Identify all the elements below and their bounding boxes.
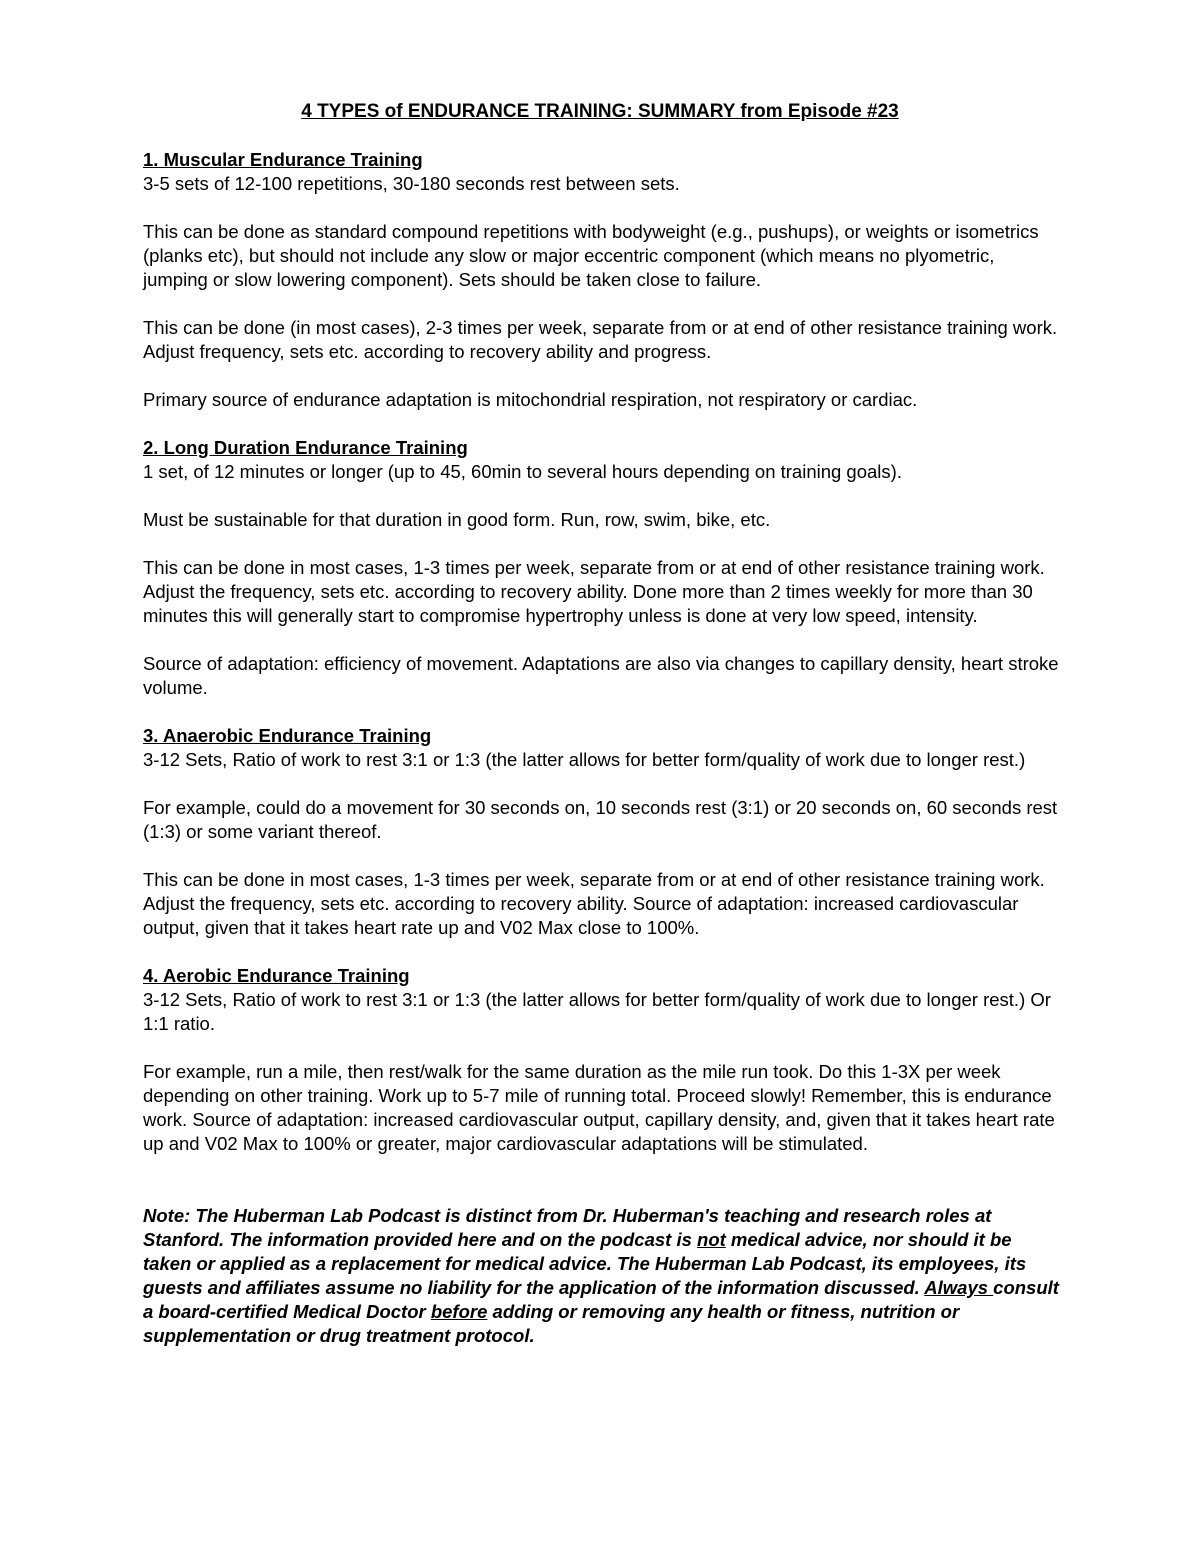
paragraph: Primary source of endurance adaptation is mitochondrial respiration, not respiratory or cardiac. xyxy=(143,389,918,410)
note-emphasis-not: not xyxy=(697,1229,726,1250)
paragraph: 3-12 Sets, Ratio of work to rest 3:1 or 1:3 (the latter allows for better form/quality of work due to longer rest.) Or 1:1 ratio. xyxy=(143,989,1051,1034)
section-aerobic-endurance xyxy=(143,964,1063,1156)
paragraph: 3-12 Sets, Ratio of work to rest 3:1 or 1:3 (the latter allows for better form/quality of work due to longer rest.) xyxy=(143,749,1026,770)
section-heading: 2. Long Duration Endurance Training xyxy=(143,437,468,458)
note-text: adding or removing any health or fitness, nutrition or supplementation or drug treatment protocol. xyxy=(143,1301,960,1346)
paragraph: Source of adaptation: efficiency of movement. Adaptations are also via changes to capillary density, heart stroke volume. xyxy=(143,653,1059,698)
note-emphasis-always: Always xyxy=(924,1277,994,1298)
note-text: Note: The Huberman Lab Podcast is distinct from Dr. Huberman's teaching and research roles at Stanford. The information provided here and on the podcast is xyxy=(143,1205,992,1250)
paragraph: This can be done (in most cases), 2-3 times per week, separate from or at end of other resistance training work. Adjust frequency, sets etc. according to recovery ability and progress. xyxy=(143,317,1058,362)
disclaimer-note xyxy=(143,1204,1063,1348)
paragraph: 3-5 sets of 12-100 repetitions, 30-180 seconds rest between sets. xyxy=(143,173,680,194)
section-heading: 4. Aerobic Endurance Training xyxy=(143,965,410,986)
paragraph: This can be done in most cases, 1-3 times per week, separate from or at end of other resistance training work. Adjust the frequency, sets etc. according to recovery ability. Done more than 2 times weekly for more than 30 minutes this will generally start to compromise hypertrophy unless is done at very low speed, intensity. xyxy=(143,557,1045,626)
paragraph: For example, run a mile, then rest/walk for the same duration as the mile run took. Do this 1-3X per week depending on other training. Work up to 5-7 mile of running total. Proceed slowly! Remember, this is endurance work. Source of adaptation: increased cardiovascular output, capillary density, and, given that it takes heart rate up and V02 Max to 100% or greater, major cardiovascular adaptations will be stimulated. xyxy=(143,1061,1055,1154)
paragraph: For example, could do a movement for 30 seconds on, 10 seconds rest (3:1) or 20 seconds on, 60 seconds rest (1:3) or some variant thereof. xyxy=(143,797,1058,842)
section-anaerobic-endurance xyxy=(143,724,1063,940)
paragraph: This can be done in most cases, 1-3 times per week, separate from or at end of other resistance training work. Adjust the frequency, sets etc. according to recovery ability. Source of adaptation: increased cardiovascular output, given that it takes heart rate up and V02 Max close to 100%. xyxy=(143,869,1045,938)
note-emphasis-before: before xyxy=(430,1301,488,1322)
section-heading: 1. Muscular Endurance Training xyxy=(143,149,423,170)
paragraph: Must be sustainable for that duration in good form. Run, row, swim, bike, etc. xyxy=(143,509,771,530)
paragraph: 1 set, of 12 minutes or longer (up to 45, 60min to several hours depending on training goals). xyxy=(143,461,902,482)
section-muscular-endurance xyxy=(143,148,1063,412)
paragraph: This can be done as standard compound repetitions with bodyweight (e.g., pushups), or weights or isometrics (planks etc), but should not include any slow or major eccentric component (which means no plyometric, jumping or slow lowering component). Sets should be taken close to failure. xyxy=(143,221,1039,290)
section-long-duration-endurance xyxy=(143,436,1063,700)
note-text: medical advice, nor should it be taken or applied as a replacement for medical advice. The Huberman Lab Podcast, its employees, its guests and affiliates assume no liability for the application of the information discussed. xyxy=(143,1229,1027,1298)
document-title: 4 TYPES of ENDURANCE TRAINING: SUMMARY from Episode #23 xyxy=(301,101,899,122)
document-body xyxy=(143,148,1063,1348)
section-heading: 3. Anaerobic Endurance Training xyxy=(143,725,432,746)
note-text: consult a board-certified Medical Doctor xyxy=(143,1277,1059,1322)
